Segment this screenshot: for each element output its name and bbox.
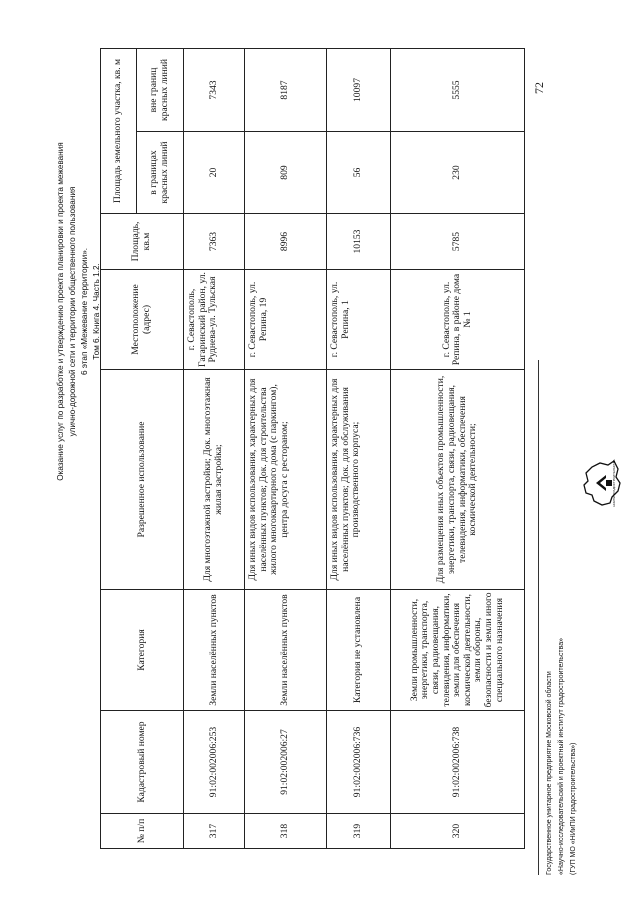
col-header-category: Категория <box>101 590 184 711</box>
header-line-2: улично-дорожной сети и территории общественного пользования <box>68 186 77 437</box>
col-header-land-area: Площадь земельного участка, кв. м <box>101 48 137 213</box>
row-area: 10153 <box>327 214 391 270</box>
header-line-4: Том 6. Книга 4. Часть 1.2. <box>92 263 101 360</box>
row-inside: 230 <box>391 132 525 214</box>
row-num: 318 <box>245 814 327 849</box>
row-location: г. Севастополь, ул. Репина, в районе дома № 1 <box>391 270 525 370</box>
table-row <box>327 48 391 848</box>
footer-line-1: Государственное унитарное предприятие Московской области <box>546 671 553 875</box>
row-inside: 20 <box>184 132 245 214</box>
page-number: 72 <box>532 82 546 94</box>
header-line-1: Оказание услуг по разработке и утверждению проекта планировки и проекта межевания <box>56 142 65 481</box>
row-permitted-use: Для размещения иных объектов промышленности, энергетики, транспорта, связи, радиовещания, телевидения, информатики, обеспечения космической деятельности; <box>391 370 525 590</box>
row-outside: 7343 <box>184 48 245 131</box>
land-parcel-table <box>100 48 525 849</box>
row-num: 317 <box>184 814 245 849</box>
row-outside: 5555 <box>391 48 525 131</box>
row-outside: 10097 <box>327 48 391 131</box>
table-row <box>184 48 245 848</box>
footer <box>544 575 580 875</box>
row-location: г. Севастополь, ул. Репина, 1 <box>327 270 391 370</box>
row-category: Земли промышленности, энергетики, транспорта, связи, радиовещания, телевидения, информатики, земли для обеспечения космической деятельности, земли обороны, безопасности и земли иного специального назначения <box>391 590 525 711</box>
footer-line-2: «Научно-исследовательский и проектный институт градостроительства» <box>558 637 565 875</box>
table-row <box>391 48 525 848</box>
col-header-outside: вне границ красных линий <box>137 48 184 131</box>
table-header-row <box>101 48 137 848</box>
row-cadastral: 91:02:002006:253 <box>184 711 245 814</box>
row-category: Земли населённых пунктов <box>245 590 327 711</box>
row-category: Земли населённых пунктов <box>184 590 245 711</box>
logo-text: НИИПИ ГРАДОСТРОИТЕЛЬСТВА <box>612 459 616 507</box>
row-outside: 8187 <box>245 48 327 131</box>
header-line-3: 6 этап «Межевание территории». <box>80 247 89 376</box>
table-row <box>245 48 327 848</box>
row-inside: 809 <box>245 132 327 214</box>
row-cadastral: 91:02:002006:738 <box>391 711 525 814</box>
footer-divider <box>538 360 539 875</box>
row-location: г. Севастополь, Гагаринский район, ул. Руднева-ул. Тульская <box>184 270 245 370</box>
row-permitted-use: Для иных видов использования, характерных для населённых пунктов; Док. для обслуживания производственного корпуса; <box>327 370 391 590</box>
col-header-area: Площадь, кв.м <box>101 214 184 270</box>
row-inside: 56 <box>327 132 391 214</box>
row-location: г. Севастополь, ул. Репина, 19 <box>245 270 327 370</box>
col-header-cadastral: Кадастровый номер <box>101 711 184 814</box>
col-header-num: № п/п <box>101 814 184 849</box>
row-area: 5785 <box>391 214 525 270</box>
row-num: 319 <box>327 814 391 849</box>
row-permitted-use: Для многоэтажной застройки; Док. многоэтажная жилая застройка; <box>184 370 245 590</box>
row-permitted-use: Для иных видов использования, характерных для населённых пунктов; Док. для строительства жилого многоквартирного дома (с паркингом), центра досуга с рестораном; <box>245 370 327 590</box>
col-header-location: Местоположение (адрес) <box>101 270 184 370</box>
footer-line-3: (ГУП МО «НИиПИ градостроительства») <box>570 742 577 875</box>
row-category: Категория не установлена <box>327 590 391 711</box>
row-area: 7363 <box>184 214 245 270</box>
row-num: 320 <box>391 814 525 849</box>
col-header-permitted-use: Разрешенное использование <box>101 370 184 590</box>
moscow-oblast-map-logo-icon <box>570 455 630 511</box>
col-header-inside: в границах красных линий <box>137 132 184 214</box>
row-cadastral: 91:02:002006:736 <box>327 711 391 814</box>
row-area: 8996 <box>245 214 327 270</box>
row-cadastral: 91:02:002006:27 <box>245 711 327 814</box>
